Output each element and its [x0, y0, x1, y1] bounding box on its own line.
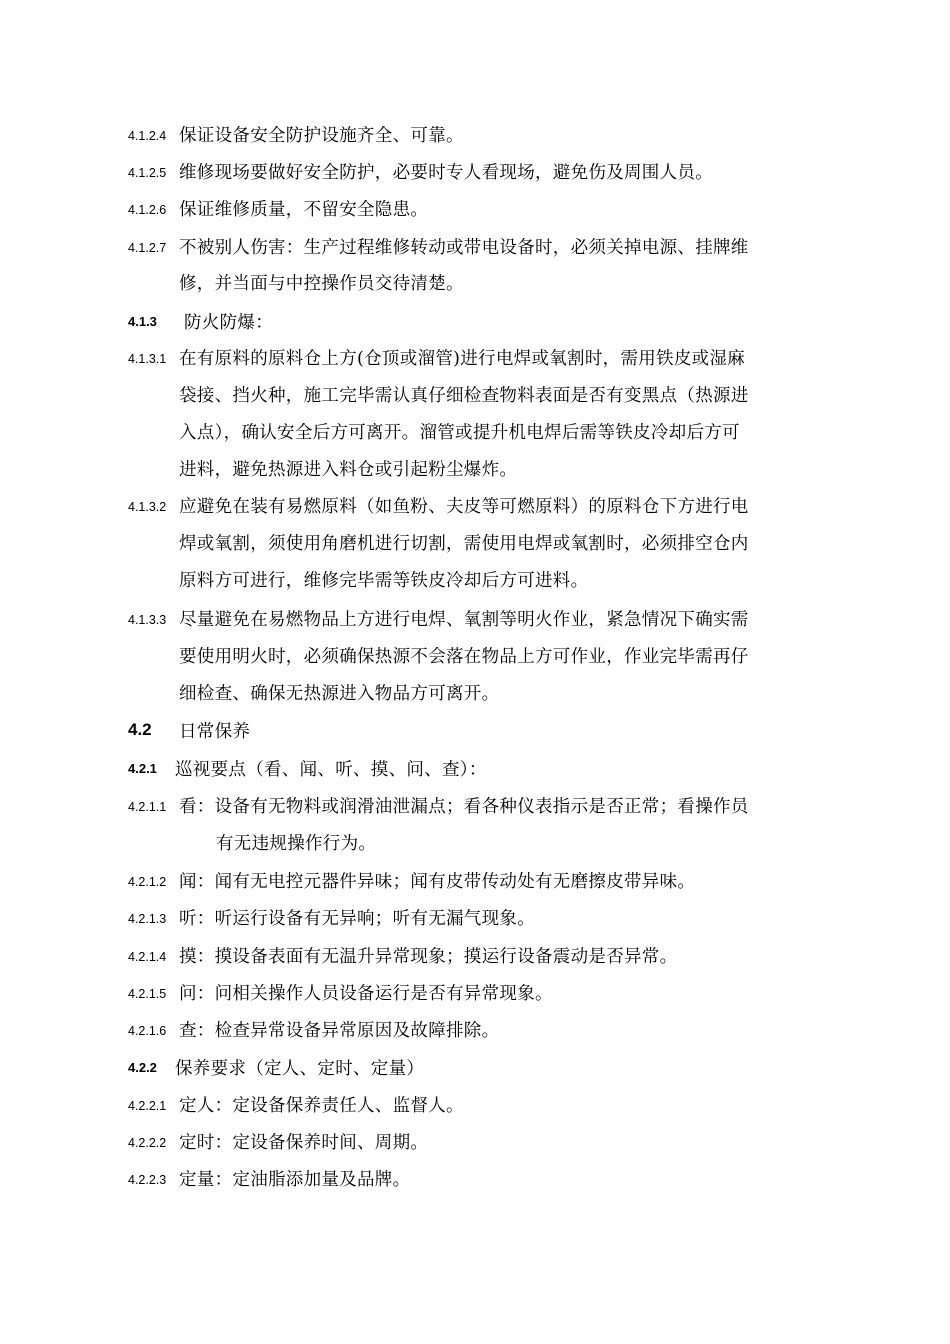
- section-number: 4.1.3: [128, 314, 157, 329]
- section-title: 防火防爆：: [184, 313, 273, 333]
- item-text: 查：检查异常设备异常原因及故障排除。: [179, 1021, 500, 1041]
- item-number: 4.1.3.1: [128, 352, 167, 366]
- item-text: 进料，避免热源进入料仓或引起粉尘爆炸。: [179, 460, 518, 480]
- item-text: 细检查、确保无热源进入物品方可离开。: [179, 684, 500, 704]
- item-text: 有无违规操作行为。: [216, 834, 377, 854]
- section-number: 4.2.1: [128, 761, 157, 776]
- item-text: 要使用明火时，必须确保热源不会落在物品上方可作业，作业完毕需再仔: [179, 647, 749, 667]
- item-text: 保证设备安全防护设施齐全、可靠。: [179, 126, 464, 146]
- item-text: 定人：定设备保养责任人、监督人。: [179, 1096, 464, 1116]
- section-number: 4.2.2: [128, 1060, 157, 1075]
- item-text: 看：设备有无物料或润滑油泄漏点；看各种仪表指示是否正常；看操作员: [179, 797, 749, 817]
- item-number: 4.1.2.6: [128, 203, 167, 217]
- item-text: 摸：摸设备表面有无温升异常现象；摸运行设备震动是否异常。: [179, 947, 678, 967]
- item-number: 4.2.1.4: [128, 950, 167, 964]
- item-text: 入点），确认安全后方可离开。溜管或提升机电焊后需等铁皮冷却后方可: [179, 423, 740, 443]
- item-number: 4.1.3.3: [128, 613, 167, 627]
- item-text: 应避免在装有易燃原料（如鱼粉、夫皮等可燃原料）的原料仓下方进行电: [179, 497, 749, 517]
- section-title: 保养要求（定人、定时、定量）: [175, 1059, 425, 1079]
- item-text: 问：问相关操作人员设备运行是否有异常现象。: [179, 984, 553, 1004]
- item-number: 4.2.1.5: [128, 987, 167, 1001]
- item-number: 4.1.2.5: [128, 166, 167, 180]
- item-text: 定量：定油脂添加量及品牌。: [179, 1170, 411, 1190]
- item-text: 维修现场要做好安全防护，必要时专人看现场，避免伤及周围人员。: [179, 163, 713, 183]
- item-number: 4.1.2.4: [128, 129, 167, 143]
- item-number: 4.1.3.2: [128, 500, 167, 514]
- item-text: 定时：定设备保养时间、周期。: [179, 1133, 429, 1153]
- item-number: 4.2.1.2: [128, 875, 167, 889]
- item-text: 闻：闻有无电控元器件异味；闻有皮带传动处有无磨擦皮带异味。: [179, 872, 696, 892]
- item-number: 4.2.1.3: [128, 912, 167, 926]
- item-number: 4.2.2.1: [128, 1099, 167, 1113]
- section-title: 巡视要点（看、闻、听、摸、问、查）：: [175, 760, 487, 780]
- item-text: 焊或氧割，须使用角磨机进行切割，需使用电焊或氧割时，必须排空仓内: [179, 534, 749, 554]
- chapter-title: 日常保养: [179, 722, 251, 742]
- item-text: 在有原料的原料仓上方(仓顶或溜管)进行电焊或氧割时，需用铁皮或湿麻: [179, 349, 746, 369]
- item-number: 4.2.2.3: [128, 1173, 167, 1187]
- item-number: 4.1.2.7: [128, 241, 167, 255]
- item-text: 修，并当面与中控操作员交待清楚。: [179, 274, 464, 294]
- item-text: 原料方可进行，维修完毕需等铁皮冷却后方可进料。: [179, 571, 589, 591]
- item-number: 4.2.2.2: [128, 1136, 167, 1150]
- item-text: 听：听运行设备有无异响；听有无漏气现象。: [179, 909, 535, 929]
- item-text: 尽量避免在易燃物品上方进行电焊、氧割等明火作业，紧急情况下确实需: [179, 610, 749, 630]
- item-number: 4.2.1.1: [128, 800, 167, 814]
- item-text: 袋接、挡火种，施工完毕需认真仔细检查物料表面是否有变黑点（热源进: [179, 386, 749, 406]
- chapter-number: 4.2: [128, 720, 152, 739]
- item-number: 4.2.1.6: [128, 1024, 167, 1038]
- item-text: 保证维修质量，不留安全隐患。: [179, 200, 429, 220]
- item-text: 不被别人伤害：生产过程维修转动或带电设备时，必须关掉电源、挂牌维: [179, 238, 749, 258]
